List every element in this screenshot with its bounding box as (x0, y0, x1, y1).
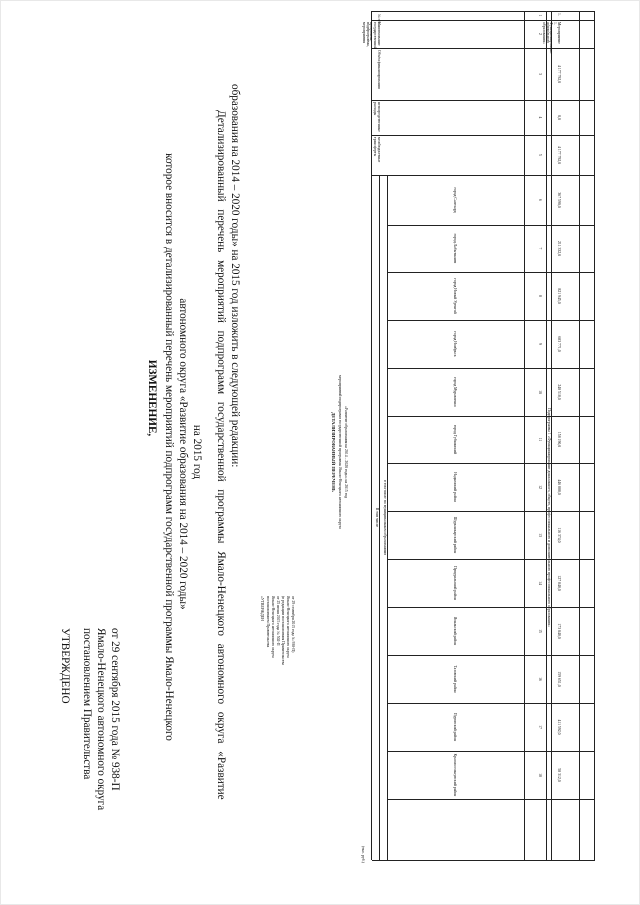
row-volume: 4 177 792,0 (557, 64, 561, 84)
header-municipal-unit: Пуровский район (453, 712, 458, 742)
column-number: 14 (538, 581, 542, 585)
inner-approval-line-1: постановлением Правительства (266, 596, 270, 648)
table-column-rule (372, 175, 595, 176)
inner-approval-line-4: (в редакции постановления Правительства (281, 596, 285, 666)
header-municipal-unit: Приуральский район (453, 566, 458, 600)
subprogram-label: Подпрограмма 1 «Функционирование дошкольного, общего, профессионального и дополнительного профессионального образования» (547, 408, 551, 627)
inner-approval-line-2: Ямало-Ненецкого автономного округа (271, 596, 275, 658)
table-column-rule (388, 799, 595, 800)
inner-title-heading: ДЕТАЛИЗИРОВАННЫЙ ПЕРЕЧЕНЬ (331, 412, 336, 492)
row-municipal-value: 116 374,0 (557, 527, 561, 543)
table-column-rule (388, 225, 595, 226)
header-municipal-unit: Тазовский район (453, 665, 458, 693)
row-municipal-value: 159 651,0 (557, 671, 561, 687)
inner-approval-line-3: от 25 июня 2015 года № 502-П (276, 596, 280, 646)
column-number: 2 (538, 33, 542, 35)
body-text-line-1: Детализированный перечень мероприятий подпрограмм государственной программы Ямало-Ненецкого автономного округа «Развитие (215, 110, 227, 800)
column-number: 15 (538, 629, 542, 633)
column-number: 7 (538, 247, 542, 250)
header-municipal-unit: город Салехард (453, 187, 458, 213)
table-column-rule (388, 655, 595, 656)
row-municipal-value: 411 592,0 (557, 719, 561, 735)
document-title-line-1: которое вносится в детализированный перечень мероприятий подпрограмм государственной программы Ямало-Ненецкого (163, 153, 175, 741)
column-number: 1 (538, 14, 542, 17)
row-municipal-value: 446 888,0 (557, 479, 561, 495)
column-number: 11 (538, 437, 542, 442)
column-number: 9 (538, 343, 542, 345)
row-municipal-value: 821 945,0 (557, 288, 561, 304)
row-transfers: 4 177 792,0 (557, 145, 561, 165)
header-by-municipal: в том числе по муниципальным образованиям (383, 480, 387, 555)
table-column-rule (388, 272, 595, 273)
header-municipal-unit: Ямальский район (453, 616, 458, 646)
table-column-rule (372, 135, 595, 136)
column-number: 6 (538, 199, 542, 201)
table-bottom-rule (594, 11, 595, 860)
column-number: 5 (538, 154, 542, 156)
header-municipal-unit: город Губкинский (453, 424, 458, 455)
table-column-rule (372, 20, 595, 21)
header-municipal-unit: город Муравленко (453, 377, 458, 407)
row-municipal-value: 127 848,0 (557, 575, 561, 591)
header-direct: непосредственные расходы (373, 102, 381, 132)
approval-line-1: постановлением Правительства (81, 628, 93, 780)
inner-approval-line-6: от 29 сентября 2015 года № 938-П) (291, 596, 295, 653)
table-subprogram-rule (551, 11, 552, 860)
inner-approval-heading: «УТВЕРЖДЕН (260, 596, 264, 621)
approval-heading: УТВЕРЖДЕНО (59, 628, 71, 704)
document-title-line-3: на 2015 год (191, 424, 203, 480)
table-row-rule (579, 11, 580, 860)
row-municipal-value: 58 312,0 (557, 768, 561, 782)
column-number: 3 (538, 73, 542, 75)
table-column-rule (372, 100, 595, 101)
inner-title-line-1: мероприятий подпрограмм государственной программы Ямало-Ненецкого автономного округа (338, 375, 342, 529)
table-column-rule (388, 511, 595, 512)
row-municipal-value: 248 518,0 (557, 384, 561, 400)
table-column-rule (388, 416, 595, 417)
row-municipal-value: 173 048,0 (557, 623, 561, 639)
row-municipal-value: 158 190,0 (557, 431, 561, 448)
inner-title-line-2: «Развитие образования на 2014 – 2020 годы» на 2015 год (344, 406, 348, 498)
approval-line-3: от 29 сентября 2015 года № 938-П (109, 628, 121, 791)
column-number: 17 (538, 725, 542, 729)
header-municipal-unit: Красноселькупский район (453, 753, 458, 797)
table-column-rule (372, 860, 595, 861)
inner-approval-line-5: Ямало-Ненецкого автономного округа (286, 596, 290, 658)
column-number: 8 (538, 295, 542, 297)
header-municipal-unit: город Ноябрьск (453, 331, 458, 357)
document-title-heading: ИЗМЕНЕНИЕ, (146, 359, 158, 437)
table-column-rule (372, 48, 595, 49)
approval-line-2: Ямало-Ненецкого автономного округа (95, 628, 107, 811)
column-number: 16 (538, 677, 542, 681)
table-column-rule (388, 368, 595, 369)
row-municipal-value: 367 590,0 (557, 192, 561, 208)
row-direct: 0,0 (557, 115, 561, 120)
header-in-total: В том числе (375, 507, 379, 528)
header-transfers: межбюджетные трансферты (373, 137, 381, 163)
header-volume: Объём финансирования (377, 50, 381, 89)
header-municipal-unit: Шурышкарский район (453, 516, 458, 554)
header-municipal-unit: город Лабытнанги (453, 233, 458, 264)
document-title-line-2: автономного округа «Развитие образования на 2014 – 2020 годы» (177, 298, 189, 610)
header-municipal-unit: Надымский район (453, 472, 458, 502)
column-number: 10 (538, 390, 542, 394)
table-column-rule (372, 11, 595, 12)
table-in-total-rule (379, 175, 380, 860)
table-column-rule (388, 751, 595, 752)
table-column-rule (388, 607, 595, 608)
row-municipal-value: 211 332,0 (557, 240, 561, 257)
row-name: Мероприятие 1. Функционирование дошкольного образования» (541, 22, 561, 54)
table-header-bottom-rule (524, 11, 525, 860)
row-municipal-value: 683 771,0 (557, 336, 561, 352)
table-column-rule (388, 463, 595, 464)
units-note: (тыс. руб.) (361, 846, 365, 863)
row-num: 1. (557, 13, 561, 16)
header-name: Наименование государственной программы, подпрограммы, мероприятия (361, 22, 381, 50)
column-number: 12 (538, 485, 542, 489)
column-number: 4 (538, 116, 542, 119)
body-text-line-2: образования на 2014 – 2020 годы» на 2015 год изложить в следующей редакции: (229, 84, 241, 468)
header-num: № п/п (377, 14, 381, 24)
header-municipal-unit: город Новый Уренгой (453, 278, 458, 314)
table-by-municipal-rule (387, 175, 388, 860)
table-column-rule (388, 559, 595, 560)
column-number: 13 (538, 533, 542, 537)
column-number: 18 (538, 773, 542, 777)
table-column-rule (388, 703, 595, 704)
table-column-rule (388, 320, 595, 321)
